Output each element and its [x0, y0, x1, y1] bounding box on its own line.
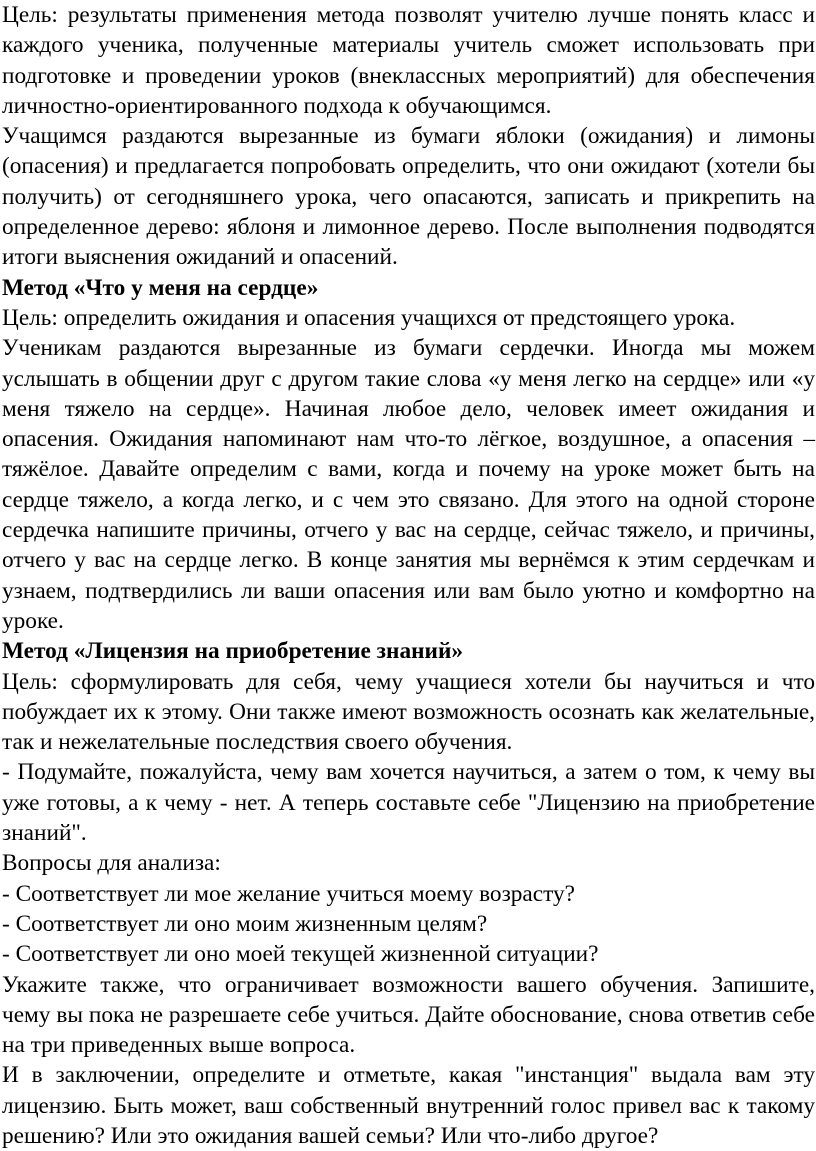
- method-license-limits: Укажите также, что ограничивает возможности вашего обучения. Запишите, чему вы пока не разрешаете себе учиться. Дайте обоснование, снова ответив себе на три приведенных выше вопроса.: [2, 971, 815, 1059]
- method-license-instruction: - Подумайте, пожалуйста, чему вам хочется научиться, а затем о том, к чему вы уже готовы, а к чему - нет. А теперь составьте себе "Лицензию на приобретение знаний".: [2, 759, 815, 847]
- method-license-conclusion: И в заключении, определите и отметьте, какая "инстанция" выдала вам эту лицензию. Быть может, ваш собственный внутренний голос привел вас к такому решению? Или это ожидания вашей семьи? Или что-либо другое?: [2, 1062, 815, 1149]
- intro-goal: Цель: результаты применения метода позволят учителю лучше понять класс и каждого ученика, полученные материалы учитель сможет использовать при подготовке и проведении уроков (внеклассных мероприятий) для обеспечения личностно-ориентированного подхода к обучающимся.: [2, 2, 815, 119]
- question-item: - Соответствует ли оно моим жизненным целям?: [2, 910, 488, 937]
- questions-title: Вопросы для анализа:: [2, 850, 221, 877]
- method-heart-goal: Цель: определить ожидания и опасения учащихся от предстоящего урока.: [2, 304, 736, 331]
- method-license-goal: Цель: сформулировать для себя, чему учащиеся хотели бы научиться и что побуждает их к этому. Они также имеют возможность осознать как желательные, так и нежелательные последствия своего обучения.: [2, 668, 815, 756]
- method-license-title: Метод «Лицензия на приобретение знаний»: [2, 638, 464, 665]
- intro-description: Учащимся раздаются вырезанные из бумаги яблоки (ожидания) и лимоны (опасения) и предлагается попробовать определить, что они ожидают (хотели бы получить) от сегодняшнего урока, чего опасаются, записать и прикрепить на определенное дерево: яблоня и лимонное дерево. После выполнения подводятся итоги выяснения ожиданий и опасений.: [2, 123, 815, 271]
- question-item: - Соответствует ли мое желание учиться моему возрасту?: [2, 880, 575, 907]
- method-heart-title: Метод «Что у меня на сердце»: [2, 274, 319, 301]
- method-heart-description: Ученикам раздаются вырезанные из бумаги сердечки. Иногда мы можем услышать в общении друг с другом такие слова «у меня легко на сердце» или «у меня тяжело на сердце». Начиная любое дело, человек имеет ожидания и опасения. Ожидания напоминают нам что-то лёгкое, воздушное, а опасения – тяжёлое. Давайте определим с вами, когда и почему на уроке может быть на сердце тяжело, а когда легко, и с чем это связано. Для этого на одной стороне сердечка напишите причины, отчего у вас на сердце, сейчас тяжело, и причины, отчего у вас на сердце легко. В конце занятия мы вернёмся к этим сердечкам и узнаем, подтвердились ли ваши опасения или вам было уютно и комфортно на уроке.: [2, 335, 815, 634]
- question-item: - Соответствует ли оно моей текущей жизненной ситуации?: [2, 941, 599, 968]
